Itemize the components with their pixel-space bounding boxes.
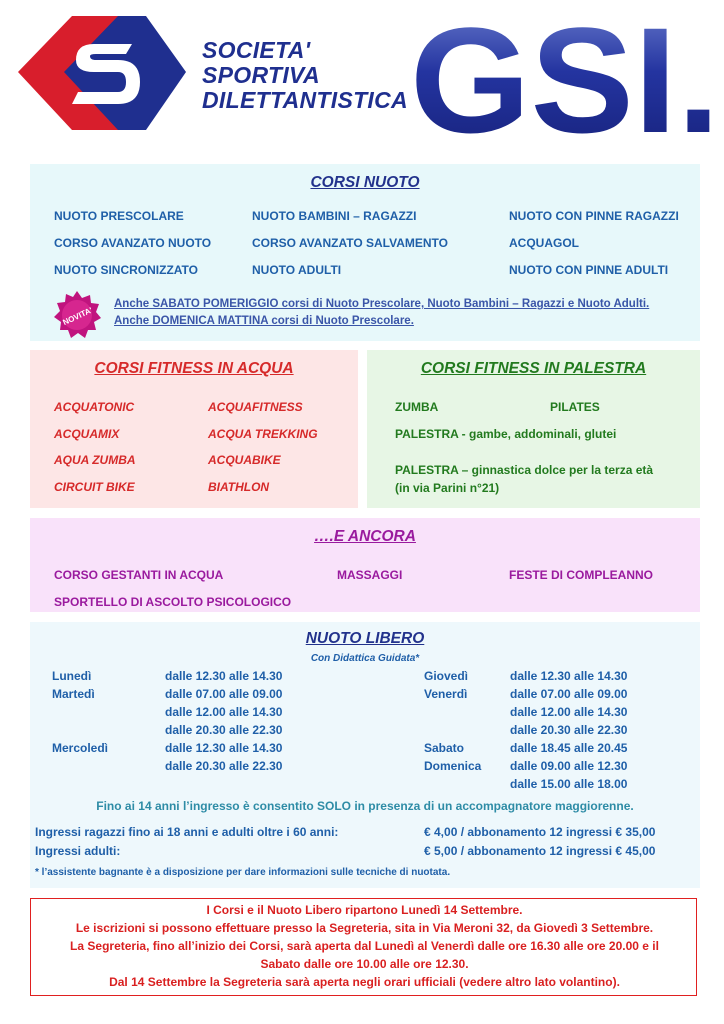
acqua-item: ACQUAFITNESS — [208, 400, 303, 414]
acqua-item: ACQUAMIX — [54, 427, 120, 441]
notice-line: La Segreteria, fino all’inizio dei Corsi, sarà aperta dal Lunedì al Venerdì dalle ore 16.30 alle ore 20.00 e il — [70, 939, 659, 953]
time-slot: dalle 18.45 alle 20.45 — [510, 741, 628, 755]
org-name-line2: SPORTIVA — [202, 62, 320, 88]
nuoto-item: NUOTO CON PINNE ADULTI — [509, 263, 669, 277]
nuoto-item: NUOTO BAMBINI – RAGAZZI — [252, 209, 417, 223]
ancora-title: ….E ANCORA — [314, 528, 416, 545]
ancora-item: SPORTELLO DI ASCOLTO PSICOLOGICO — [54, 595, 292, 609]
day-label: Martedì — [52, 687, 95, 701]
fitness-acqua-title: CORSI FITNESS IN ACQUA — [94, 360, 294, 377]
time-slot: dalle 20.30 alle 22.30 — [510, 723, 628, 737]
lifeguard-footnote: * l’assistente bagnante è a disposizione per dare informazioni sulle tecniche di nuotata. — [35, 867, 451, 878]
time-slot: dalle 12.30 alle 14.30 — [165, 741, 283, 755]
ancora-item: MASSAGGI — [337, 568, 403, 582]
price-label: Ingressi ragazzi fino ai 18 anni e adulti oltre i 60 anni: — [35, 825, 339, 839]
nuoto-libero-subtitle: Con Didattica Guidata* — [310, 653, 420, 664]
day-label: Venerdì — [424, 687, 468, 701]
nuoto-libero-title: NUOTO LIBERO — [305, 630, 425, 647]
news-line: Anche DOMENICA MATTINA corsi di Nuoto Prescolare. — [114, 315, 414, 327]
novita-badge-text: NOVITA' — [61, 305, 94, 328]
price-label: Ingressi adulti: — [35, 844, 121, 858]
fitness-palestra-title: CORSI FITNESS IN PALESTRA — [420, 360, 647, 377]
price-value: € 5,00 / abbonamento 12 ingressi € 45,00 — [424, 844, 656, 858]
fitness-palestra-panel — [367, 350, 700, 508]
org-name — [202, 38, 408, 113]
notice-line: Dal 14 Settembre la Segreteria sarà aperta negli orari ufficiali (vedere altro lato volantino). — [109, 975, 620, 989]
day-label: Sabato — [424, 741, 465, 755]
nuoto-item: CORSO AVANZATO NUOTO — [54, 236, 212, 250]
palestra-zumba: ZUMBA — [395, 400, 439, 414]
minors-note: Fino ai 14 anni l’ingresso è consentito SOLO in presenza di un accompagnatore maggiorenne. — [96, 799, 634, 813]
notice-box — [30, 898, 697, 996]
nuoto-item: ACQUAGOL — [509, 236, 579, 250]
ancora-panel — [30, 518, 700, 612]
nuoto-libero-panel — [30, 622, 700, 888]
nuoto-item: CORSO AVANZATO SALVAMENTO — [252, 236, 449, 250]
novita-news — [114, 296, 649, 330]
time-slot: dalle 12.30 alle 14.30 — [510, 669, 628, 683]
org-name-line3: DILETTANTISTICA — [202, 87, 408, 113]
org-name-line1: SOCIETA' — [202, 37, 311, 63]
nuoto-item: NUOTO ADULTI — [252, 263, 342, 277]
novita-badge-icon — [52, 290, 102, 340]
brand-wordmark: GSI. — [410, 4, 720, 144]
header — [0, 0, 724, 148]
time-slot: dalle 12.30 alle 14.30 — [165, 669, 283, 683]
day-label: Giovedì — [424, 669, 469, 683]
palestra-pilates: PILATES — [550, 400, 600, 414]
nuoto-item: NUOTO SINCRONIZZATO — [54, 263, 198, 277]
acqua-item: ACQUA TREKKING — [208, 427, 318, 441]
nuoto-item: NUOTO CON PINNE RAGAZZI — [509, 209, 679, 223]
day-label: Domenica — [424, 759, 482, 773]
acqua-item: ACQUABIKE — [208, 453, 281, 467]
gsi-logo-icon — [14, 14, 190, 132]
day-label: Lunedì — [52, 669, 92, 683]
palestra-line: PALESTRA – ginnastica dolce per la terza età — [395, 463, 654, 477]
price-value: € 4,00 / abbonamento 12 ingressi € 35,00 — [424, 825, 656, 839]
time-slot: dalle 20.30 alle 22.30 — [165, 759, 283, 773]
nuoto-item: NUOTO PRESCOLARE — [54, 209, 184, 223]
time-slot: dalle 12.00 alle 14.30 — [510, 705, 628, 719]
news-line: Anche SABATO POMERIGGIO corsi di Nuoto Prescolare, Nuoto Bambini – Ragazzi e Nuoto Adulti. — [114, 298, 650, 310]
fitness-acqua-panel — [30, 350, 358, 508]
time-slot: dalle 07.00 alle 09.00 — [510, 687, 628, 701]
time-slot: dalle 15.00 alle 18.00 — [510, 777, 628, 791]
ancora-item: CORSO GESTANTI IN ACQUA — [54, 568, 224, 582]
acqua-item: AQUA ZUMBA — [54, 453, 136, 467]
time-slot: dalle 09.00 alle 12.30 — [510, 759, 628, 773]
gsi-brand-logo — [408, 4, 724, 144]
time-slot: dalle 12.00 alle 14.30 — [165, 705, 283, 719]
notice-line: Sabato dalle ore 10.00 alle ore 12.30. — [260, 957, 469, 971]
ancora-item: FESTE DI COMPLEANNO — [509, 568, 654, 582]
time-slot: dalle 07.00 alle 09.00 — [165, 687, 283, 701]
day-label: Mercoledì — [52, 741, 109, 755]
acqua-item: ACQUATONIC — [54, 400, 135, 414]
notice-line: I Corsi e il Nuoto Libero ripartono Lunedì 14 Settembre. — [206, 903, 523, 917]
acqua-item: BIATHLON — [208, 480, 270, 494]
palestra-line: (in via Parini n°21) — [395, 481, 500, 495]
notice-line: Le iscrizioni si possono effettuare presso la Segreteria, sita in Via Meroni 32, da Giovedì 3 Settembre. — [75, 921, 654, 935]
acqua-item: CIRCUIT BIKE — [54, 480, 135, 494]
corsi-nuoto-title: CORSI NUOTO — [310, 174, 420, 191]
time-slot: dalle 20.30 alle 22.30 — [165, 723, 283, 737]
palestra-line: PALESTRA - gambe, addominali, glutei — [395, 427, 617, 441]
